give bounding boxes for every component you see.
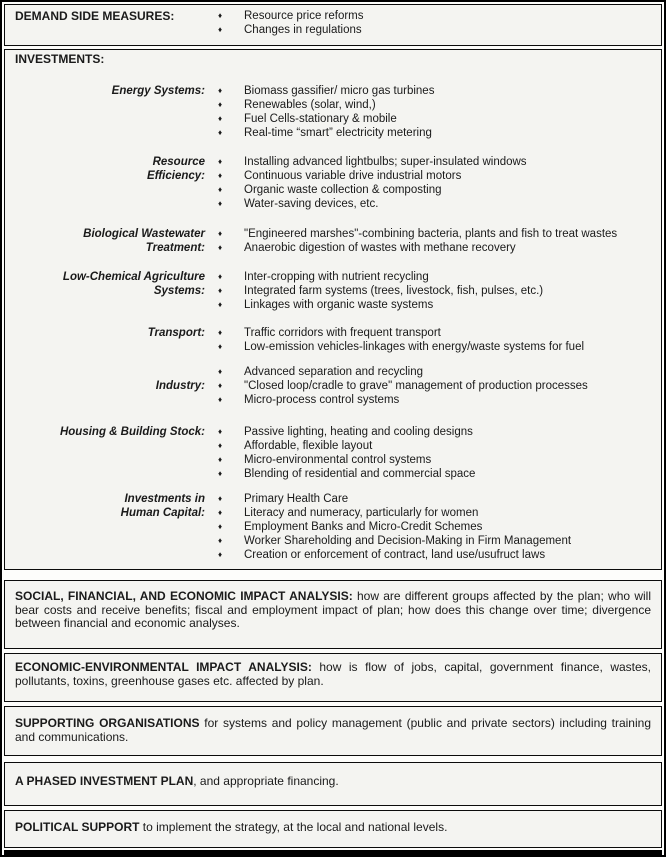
group-label: Investments in xyxy=(124,493,205,505)
diamond-bullet-icon: ♦ xyxy=(218,171,223,180)
section-investments xyxy=(4,49,662,570)
group-label: Industry: xyxy=(155,380,205,392)
paragraph-lead: SOCIAL, FINANCIAL, AND ECONOMIC IMPACT ANALYSIS: xyxy=(15,589,353,603)
bullet-row xyxy=(15,9,651,23)
diamond-bullet-icon: ♦ xyxy=(218,243,223,252)
group-label: Low-Chemical Agriculture xyxy=(62,271,205,283)
bullet-row xyxy=(15,84,651,98)
bullet-row xyxy=(15,197,651,211)
paragraph-lead: ECONOMIC-ENVIRONMENTAL IMPACT ANALYSIS: xyxy=(15,660,312,674)
investments-groups xyxy=(15,84,651,562)
paragraph xyxy=(5,811,661,835)
bullet-row xyxy=(15,340,651,354)
section-demand-side-measures xyxy=(4,4,662,46)
section-economic-environmental-impact-analysis xyxy=(4,653,662,702)
investment-group-resource-efficiency xyxy=(15,155,651,211)
diamond-bullet-icon: ♦ xyxy=(218,157,223,166)
group-label: Energy Systems: xyxy=(111,85,205,97)
paragraph xyxy=(5,654,661,688)
bullet-row xyxy=(15,492,651,506)
bullet-row xyxy=(15,169,651,183)
diamond-bullet-icon: ♦ xyxy=(218,395,223,404)
bullet-item-text: Micro-environmental control systems xyxy=(244,454,432,466)
diamond-bullet-icon: ♦ xyxy=(218,300,223,309)
group-label: Housing & Building Stock: xyxy=(59,426,205,438)
diamond-bullet-icon: ♦ xyxy=(218,536,223,545)
diamond-bullet-icon: ♦ xyxy=(218,286,223,295)
bullet-item-text: Anaerobic digestion of wastes with methane recovery xyxy=(244,242,516,254)
bullet-item-text: Water-saving devices, etc. xyxy=(244,198,379,210)
section-supporting-organisations xyxy=(4,706,662,756)
bullet-item-text: Worker Shareholding and Decision-Making in Firm Management xyxy=(244,535,572,547)
bullet-item-text: Linkages with organic waste systems xyxy=(244,299,434,311)
investment-group-housing-building-stock xyxy=(15,425,651,481)
bullet-row xyxy=(15,393,651,407)
bullet-row xyxy=(15,155,651,169)
paragraph-body: how is flow of jobs, capital, government finance, wastes, pollutants, toxins, greenhouse gases etc. affected by plan. xyxy=(15,660,651,688)
group-label: Treatment: xyxy=(145,242,205,254)
diamond-bullet-icon: ♦ xyxy=(218,381,223,390)
investment-group-industry xyxy=(15,365,651,407)
diamond-bullet-icon: ♦ xyxy=(218,128,223,137)
bullet-row xyxy=(15,112,651,126)
bullet-item-text: Employment Banks and Micro-Credit Schemes xyxy=(244,521,483,533)
bullet-item-text: Organic waste collection & composting xyxy=(244,184,442,196)
bullet-item-text: "Engineered marshes"-combining bacteria, plants and fish to treat wastes xyxy=(244,228,618,240)
group-label: Resource xyxy=(152,156,205,168)
paragraph-body: for systems and policy management (public and private sectors) including training and communications. xyxy=(15,716,651,744)
bullet-item-text: Renewables (solar, wind,) xyxy=(244,99,376,111)
bullet-row xyxy=(15,548,651,562)
group-label: Human Capital: xyxy=(120,507,205,519)
bullet-row xyxy=(15,284,651,298)
paragraph-body: to implement the strategy, at the local and national levels. xyxy=(139,820,448,834)
bullet-row xyxy=(15,183,651,197)
bullet-item-text: Primary Health Care xyxy=(244,493,349,505)
paragraph-lead: POLITICAL SUPPORT xyxy=(15,820,140,834)
section-header-label: DEMAND SIDE MEASURES: xyxy=(15,9,175,23)
bullet-row xyxy=(15,126,651,140)
diamond-bullet-icon: ♦ xyxy=(218,272,223,281)
bullet-item-text: Changes in regulations xyxy=(244,24,362,36)
bullet-row xyxy=(15,534,651,548)
bullet-item-text: Biomass gassifier/ micro gas turbines xyxy=(244,85,435,97)
investment-group-energy-systems xyxy=(15,84,651,140)
bullet-row xyxy=(15,439,651,453)
bullet-item-text: Advanced separation and recycling xyxy=(244,366,424,378)
bullet-row xyxy=(15,241,651,255)
diamond-bullet-icon: ♦ xyxy=(218,100,223,109)
diamond-bullet-icon: ♦ xyxy=(218,469,223,478)
demand-side-rows xyxy=(15,9,651,37)
bullet-item-text: Affordable, flexible layout xyxy=(244,440,373,452)
group-label: Systems: xyxy=(153,285,205,297)
investment-group-low-chemical-agriculture-systems xyxy=(15,270,651,312)
bullet-item-text: Literacy and numeracy, particularly for women xyxy=(244,507,479,519)
paragraph-lead: SUPPORTING ORGANISATIONS xyxy=(15,716,200,730)
bullet-row xyxy=(15,23,651,37)
bullet-item-text: Resource price reforms xyxy=(244,10,364,22)
bullet-item-text: Passive lighting, heating and cooling designs xyxy=(244,426,473,438)
diamond-bullet-icon: ♦ xyxy=(218,185,223,194)
bullet-item-text: Continuous variable drive industrial motors xyxy=(244,170,462,182)
paragraph-body: how are different groups affected by the plan; who will bear costs and receive benefits; fiscal and employment impact of plan; how does this change over time; divergence between financial and economic analyses. xyxy=(15,589,651,630)
bullet-row xyxy=(15,270,651,284)
paragraph xyxy=(5,581,661,631)
bullet-item-text: Integrated farm systems (trees, livestock, fish, pulses, etc.) xyxy=(244,285,544,297)
bullet-row xyxy=(15,520,651,534)
bullet-item-text: Fuel Cells-stationary & mobile xyxy=(244,113,397,125)
diamond-bullet-icon: ♦ xyxy=(218,86,223,95)
bullet-row xyxy=(15,453,651,467)
diamond-bullet-icon: ♦ xyxy=(218,114,223,123)
bullet-item-text: Micro-process control systems xyxy=(244,394,400,406)
diamond-bullet-icon: ♦ xyxy=(218,342,223,351)
bullet-row xyxy=(15,298,651,312)
group-label: Efficiency: xyxy=(147,170,205,182)
group-label: Biological Wastewater xyxy=(83,228,205,240)
section-social-financial-economic-impact-analysis xyxy=(4,580,662,649)
bullet-row xyxy=(15,326,651,340)
bullet-row xyxy=(15,425,651,439)
paragraph-body: , and appropriate financing. xyxy=(193,774,339,788)
diamond-bullet-icon: ♦ xyxy=(218,522,223,531)
paragraph-lead: A PHASED INVESTMENT PLAN xyxy=(15,774,194,788)
bullet-item-text: Installing advanced lightbulbs; super-insulated windows xyxy=(244,156,527,168)
diamond-bullet-icon: ♦ xyxy=(218,367,223,376)
group-label: Transport: xyxy=(147,327,205,339)
paragraph xyxy=(5,763,661,789)
paragraph xyxy=(5,707,661,744)
investment-group-transport xyxy=(15,326,651,354)
bullet-item-text: Creation or enforcement of contract, land use/usufruct laws xyxy=(244,549,546,561)
bullet-row xyxy=(15,467,651,481)
diamond-bullet-icon: ♦ xyxy=(218,455,223,464)
bullet-row xyxy=(15,98,651,112)
diamond-bullet-icon: ♦ xyxy=(218,11,223,20)
bullet-item-text: Real-time “smart” electricity metering xyxy=(244,127,432,139)
bullet-row xyxy=(15,227,651,241)
bullet-row xyxy=(15,506,651,520)
diamond-bullet-icon: ♦ xyxy=(218,494,223,503)
bullet-item-text: Blending of residential and commercial space xyxy=(244,468,476,480)
bullet-row xyxy=(15,365,651,379)
diamond-bullet-icon: ♦ xyxy=(218,25,223,34)
diamond-bullet-icon: ♦ xyxy=(218,427,223,436)
diamond-bullet-icon: ♦ xyxy=(218,199,223,208)
bullet-row xyxy=(15,379,651,393)
investment-group-biological-wastewater-treatment xyxy=(15,227,651,255)
diamond-bullet-icon: ♦ xyxy=(218,550,223,559)
section-political-support xyxy=(4,810,662,848)
section-phased-investment-plan xyxy=(4,762,662,806)
diamond-bullet-icon: ♦ xyxy=(218,328,223,337)
cutoff-next-row-border xyxy=(4,850,662,855)
bullet-item-text: Inter-cropping with nutrient recycling xyxy=(244,271,429,283)
investments-header: INVESTMENTS: xyxy=(15,52,105,66)
bullet-item-text: Low-emission vehicles-linkages with energy/waste systems for fuel xyxy=(244,341,585,353)
bullet-item-text: "Closed loop/cradle to grave" management of production processes xyxy=(244,380,588,392)
investment-group-investments-in-human-capital xyxy=(15,492,651,562)
bullet-item-text: Traffic corridors with frequent transport xyxy=(244,327,441,339)
diamond-bullet-icon: ♦ xyxy=(218,508,223,517)
diamond-bullet-icon: ♦ xyxy=(218,229,223,238)
diamond-bullet-icon: ♦ xyxy=(218,441,223,450)
